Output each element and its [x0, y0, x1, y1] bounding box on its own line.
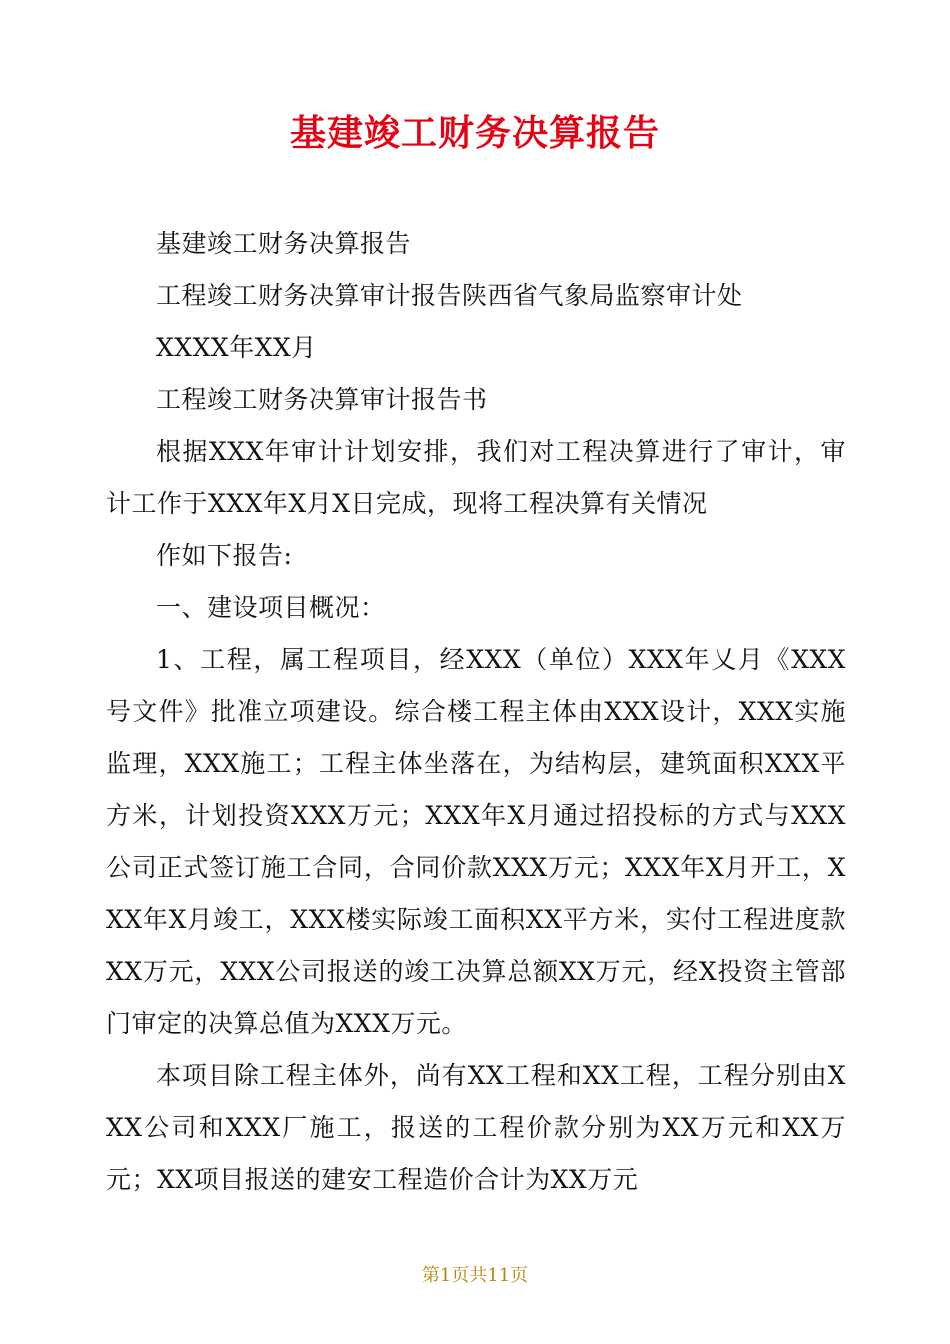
document-title: 基建竣工财务决算报告	[289, 113, 660, 154]
paragraph-intro: 根据XXX年审计计划安排，我们对工程决算进行了审计，审计工作于XXX年X月X日完成，现将工程决算有关情况	[106, 437, 846, 518]
paragraph-report-book: 工程竣工财务决算审计报告书	[156, 385, 488, 414]
paragraph-date: XXXX年XX月	[156, 333, 317, 362]
paragraph-intro-continued: 作如下报告:	[156, 541, 293, 570]
document-body	[106, 218, 846, 1206]
section-heading-overview: 一、建设项目概况：	[156, 593, 386, 622]
page-number: 第1页共11页	[421, 1265, 529, 1286]
paragraph-audit-report-title: 工程竣工财务决算审计报告陕西省气象局监察审计处	[156, 281, 743, 310]
paragraph-additional-works: 本项目除工程主体外，尚有XX工程和XX工程，工程分别由XXX公司和XXX厂施工，报送的工程价款分别为XX万元和XX万元；XX项目报送的建安工程造价合计为XX万元	[106, 1061, 846, 1194]
paragraph-project-details: 1、工程，属工程项目，经XXX（单位）XXX年乂月《XXX号文件》批准立项建设。综合楼工程主体由XXX设计，XXX实施监理，XXX施工；工程主体坐落在，为结构层，建筑面积XXX平方米，计划投资XXX万元；XXX年X月通过招投标的方式与XXX公司正式签订施工合同，合同价款XXX万元；XXX年X月开工，XXX年X月竣工，XXX楼实际竣工面积XX平方米，实付工程进度款XX万元，XXX公司报送的竣工决算总额XX万元，经X投资主管部门审定的决算总值为XXX万元。	[106, 645, 846, 1038]
paragraph-heading: 基建竣工财务决算报告	[156, 229, 412, 258]
